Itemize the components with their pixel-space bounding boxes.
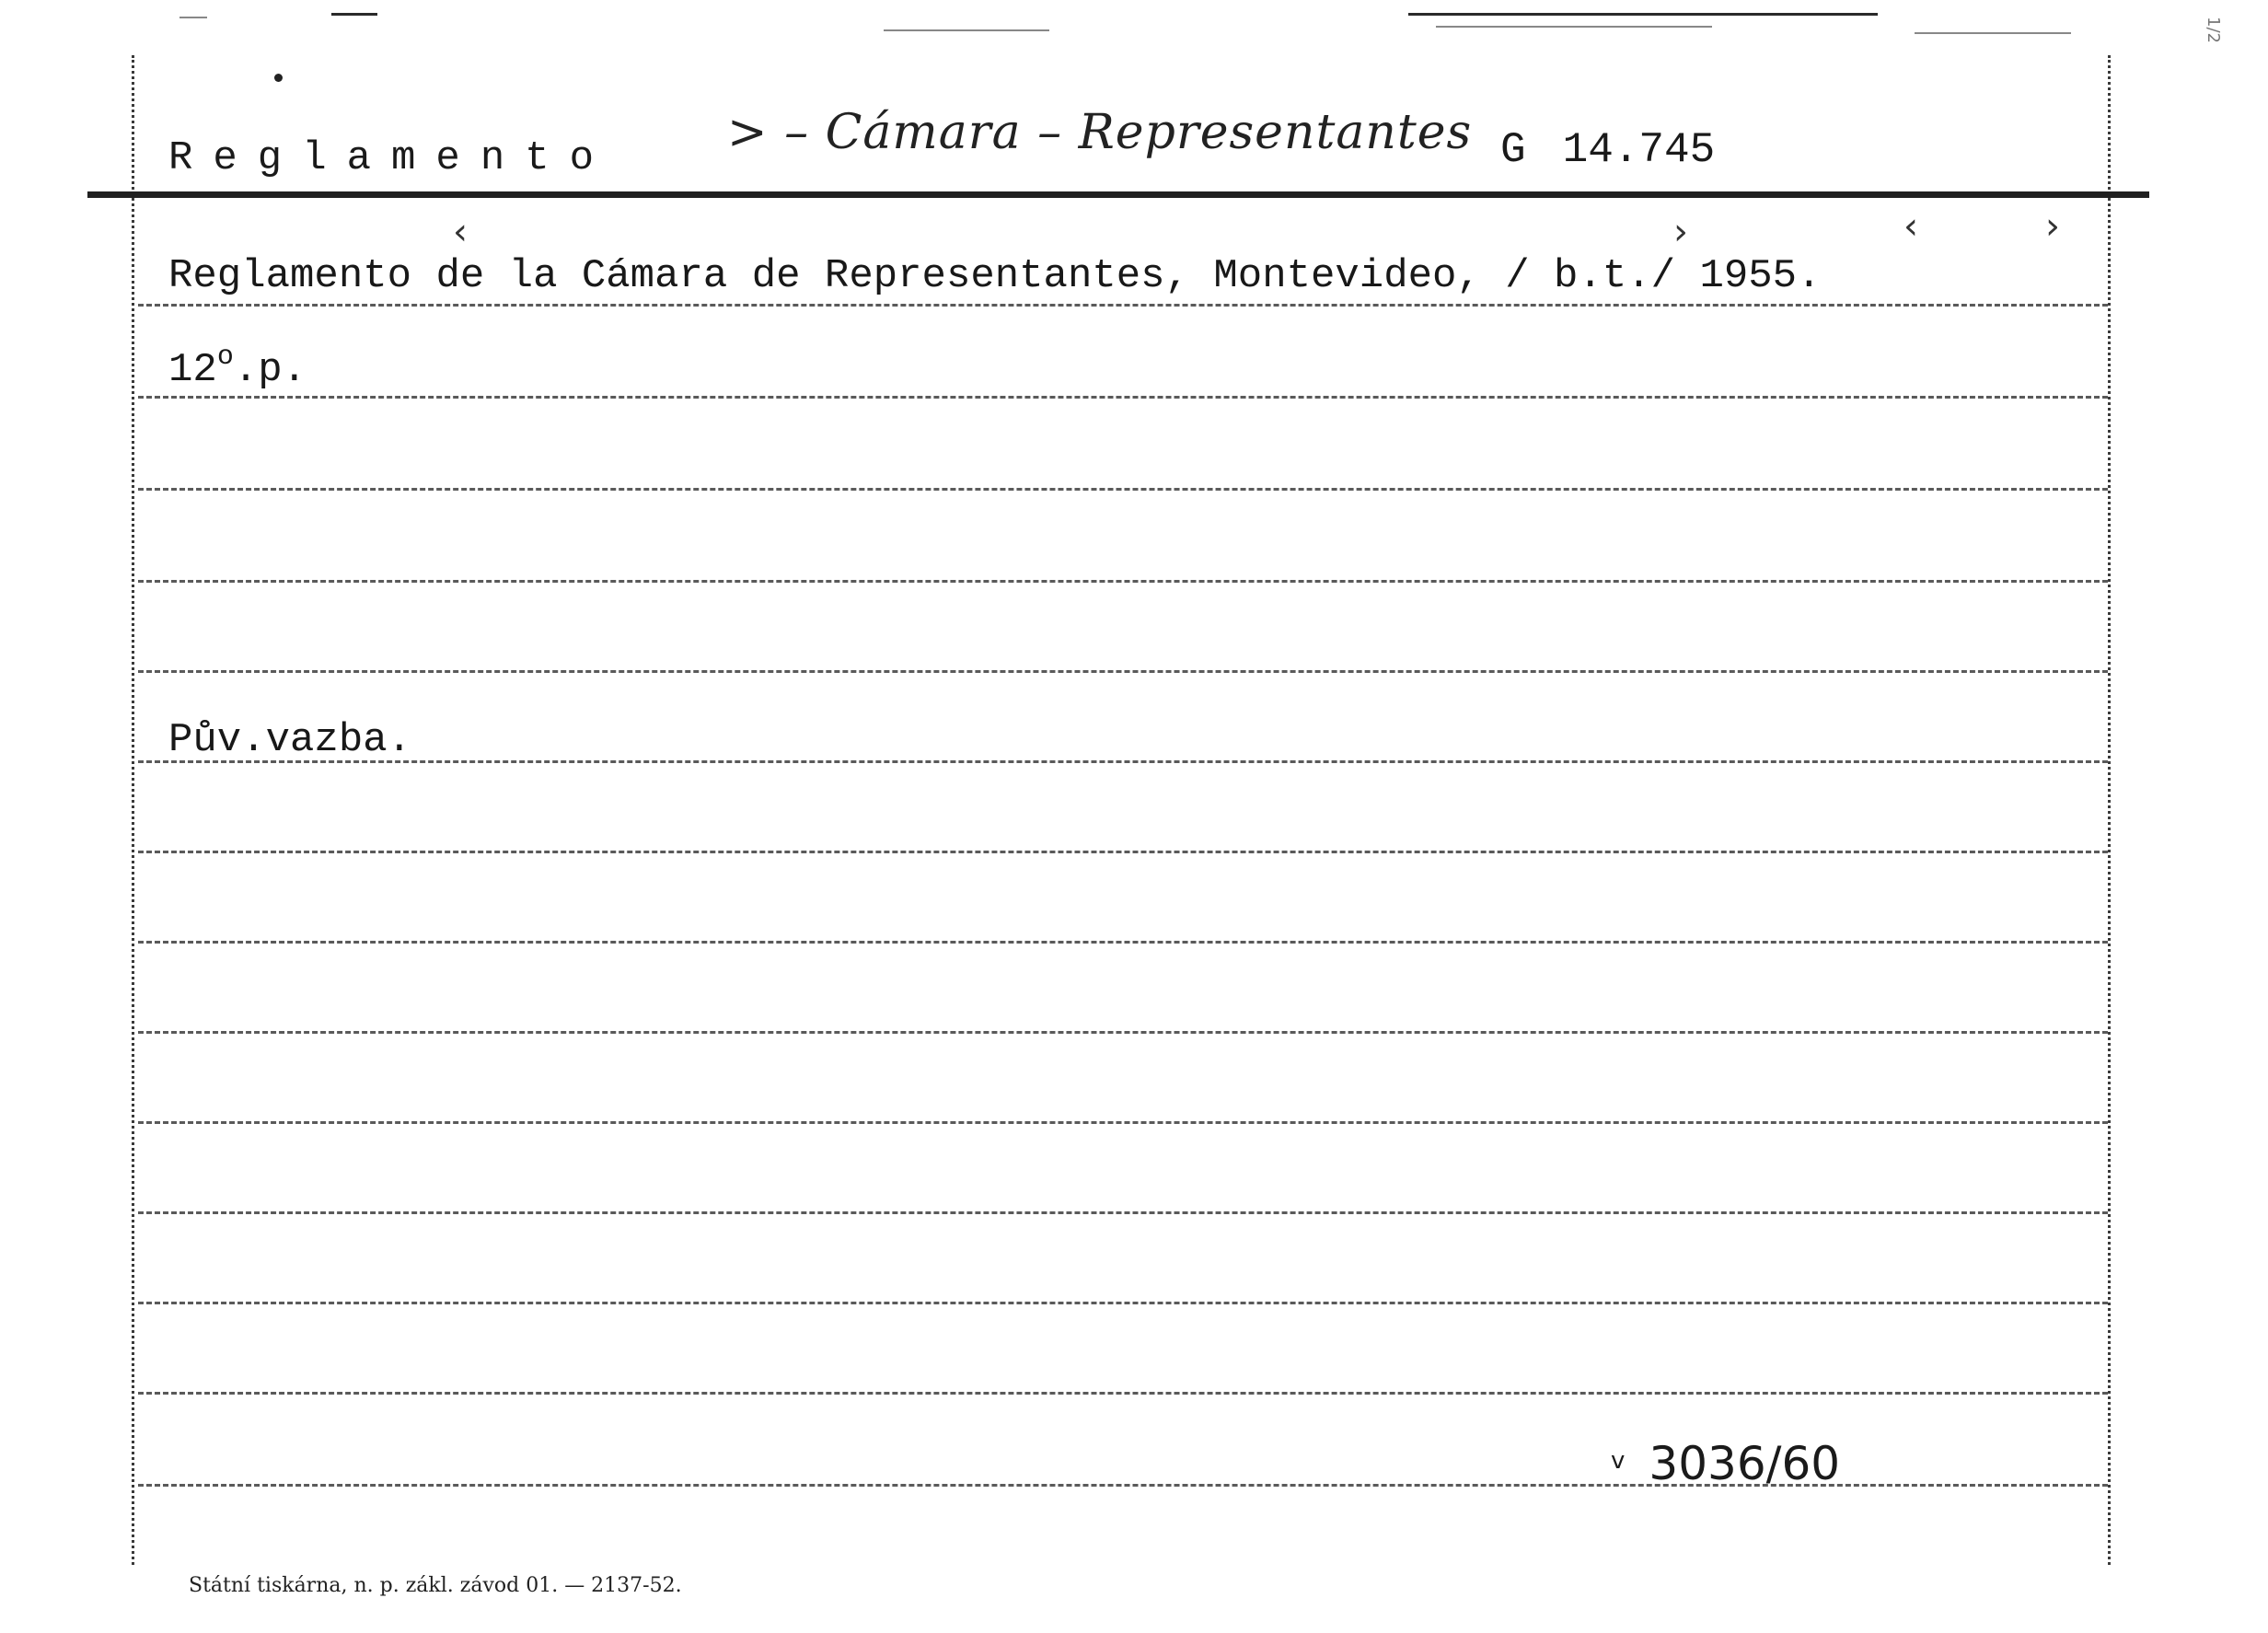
shelf-signature xyxy=(1500,126,1716,174)
heading-rule xyxy=(87,191,2149,198)
ruled-line xyxy=(138,488,2108,491)
ruled-line xyxy=(138,1392,2108,1395)
ruled-line xyxy=(138,851,2108,853)
format-number: 12 xyxy=(168,347,217,393)
ruled-line xyxy=(138,670,2108,673)
ruled-line xyxy=(138,396,2108,399)
ink-dot xyxy=(274,74,283,82)
ruled-line xyxy=(138,304,2108,307)
scan-artifact xyxy=(884,29,1049,31)
card-right-border xyxy=(2108,55,2111,1565)
insertion-mark: › xyxy=(1673,211,1688,253)
ruled-line xyxy=(138,1211,2108,1214)
accession-tick: v xyxy=(1611,1447,1626,1475)
accession-number xyxy=(1611,1437,1841,1490)
accession-value: 3036/60 xyxy=(1649,1437,1841,1490)
scan-artifact xyxy=(331,13,377,16)
heading-entry-word: Reglamento xyxy=(168,135,615,181)
insertion-mark: › xyxy=(2045,205,2060,248)
ruled-line xyxy=(138,941,2108,944)
format-line xyxy=(168,342,307,393)
scan-artifact xyxy=(1915,32,2071,34)
card-left-border xyxy=(132,55,134,1565)
ruled-line xyxy=(138,1121,2108,1124)
scan-artifact xyxy=(1408,13,1878,16)
printer-imprint: Státní tiskárna, n. p. zákl. závod 01. — 2137-52. xyxy=(189,1574,682,1597)
ruled-line xyxy=(138,760,2108,763)
ruled-line xyxy=(138,580,2108,583)
insertion-mark: ‹ xyxy=(1904,205,1918,248)
binding-note: Pův.vazba. xyxy=(168,717,412,763)
format-rest: .p. xyxy=(233,347,307,393)
title-description-line: Reglamento de la Cámara de Representantes, Montevideo, / b.t./ 1955. xyxy=(168,253,1822,299)
shelf-signature-number: 14.745 xyxy=(1562,126,1716,174)
ruled-line xyxy=(138,1031,2108,1034)
shelf-signature-letter: G xyxy=(1500,126,1526,174)
format-degree: o xyxy=(216,342,234,373)
scan-artifact xyxy=(1436,26,1712,28)
insertion-mark: ‹ xyxy=(453,211,468,253)
heading-handwritten-subject: > – Cámara – Representantes xyxy=(727,105,1473,160)
edge-mark: 1/2 xyxy=(2203,17,2223,43)
scan-artifact xyxy=(179,17,207,18)
ruled-line xyxy=(138,1302,2108,1304)
